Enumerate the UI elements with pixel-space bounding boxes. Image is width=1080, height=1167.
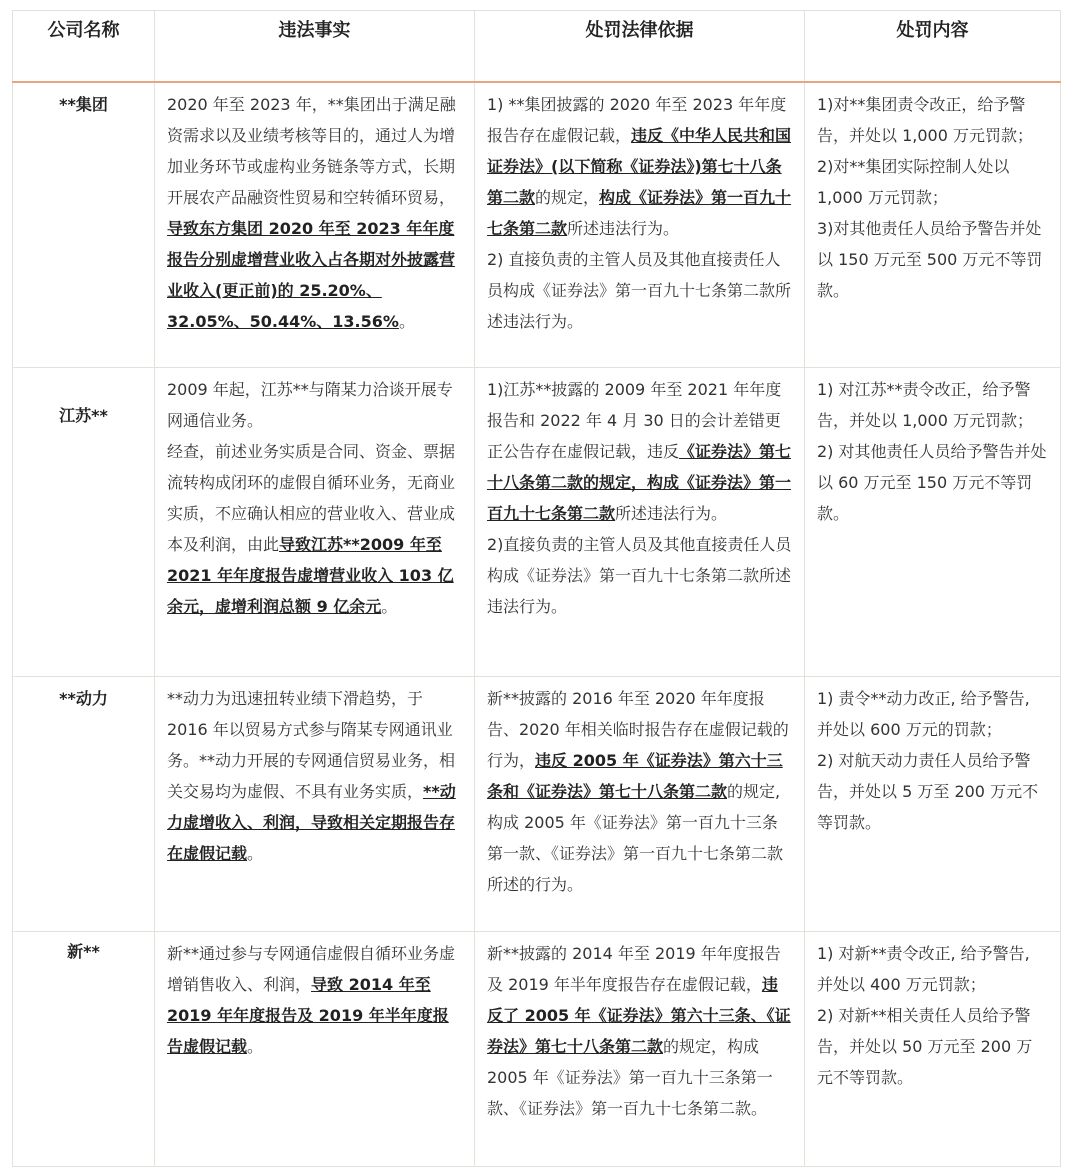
cell-text: 2009 年起，江苏**与隋某力洽谈开展专网通信业务。 bbox=[167, 380, 453, 430]
penalty-cell bbox=[805, 677, 1061, 932]
penalty-item: 3)对其他责任人员给予警告并处以 150 万元至 500 万元不等罚款。 bbox=[817, 219, 1043, 300]
cell-text: 的规定， bbox=[535, 188, 600, 207]
penalty-item: 2) 对其他责任人员给予警告并处以 60 万元至 150 万元不等罚款。 bbox=[817, 442, 1047, 523]
emphasis-text: 违反了 2005 年《证券法》第六十三条、《证券法》第七十八条第二款 bbox=[487, 975, 791, 1056]
cell-paragraph bbox=[487, 89, 792, 244]
company-name: 江苏** bbox=[13, 368, 155, 677]
cell-text: 1)江苏**披露的 2009 年至 2021 年年度报告和 2022 年 4 月 30 日的会计差错更正公告存在虚假记载，违反 bbox=[487, 380, 782, 461]
header-basis: 处罚法律依据 bbox=[475, 11, 805, 83]
cell-text: 新**披露的 2014 年至 2019 年年度报告及 2019 年半年度报告存在虚假记载， bbox=[487, 944, 781, 994]
cell-text: 经查，前述业务实质是合同、资金、票据流转构成闭环的虚假自循环业务，无商业实质，不应确认相应的营业收入、营业成本及利润，由此 bbox=[167, 442, 456, 554]
cell-paragraph bbox=[487, 938, 792, 1124]
emphasis-text: 导致江苏**2009 年至 2021 年年度报告虚增营业收入 103 亿余元，虚增利润总额 9 亿余元 bbox=[167, 535, 454, 616]
header-company: 公司名称 bbox=[13, 11, 155, 83]
cell-text: 。 bbox=[247, 844, 264, 863]
cell-text: **动力为迅速扭转业绩下滑趋势，于 2016 年以贸易方式参与隋某专网通讯业务。**动力开展的专网通信贸易业务，相关交易均为虚假、不具有业务实质， bbox=[167, 689, 456, 801]
cell-paragraph bbox=[167, 436, 462, 622]
cell-text: 所述违法行为。 bbox=[615, 504, 728, 523]
penalty-table bbox=[12, 10, 1061, 1167]
cell-paragraph bbox=[487, 683, 792, 900]
cell-text: 的规定，构成 2005 年《证券法》第一百九十三条第一款、《证券法》第一百九十七条第二款。 bbox=[487, 1037, 773, 1118]
company-name: **动力 bbox=[13, 677, 155, 932]
emphasis-text: 违反《中华人民共和国证券法》(以下简称《证券法》)第七十八条第二款 bbox=[487, 126, 792, 207]
table-header-row bbox=[13, 11, 1061, 83]
table-row bbox=[13, 82, 1061, 368]
company-name: **集团 bbox=[13, 82, 155, 368]
cell-text: 。 bbox=[381, 597, 398, 616]
facts-cell bbox=[155, 368, 475, 677]
basis-cell bbox=[475, 677, 805, 932]
cell-text: 2) 直接负责的主管人员及其他直接责任人员构成《证券法》第一百九十七条第二款所述违法行为。 bbox=[487, 250, 792, 331]
penalty-item: 2) 对新**相关责任人员给予警告，并处以 50 万元至 200 万元不等罚款。 bbox=[817, 1006, 1033, 1087]
penalty-item: 2)对**集团实际控制人处以 1,000 万元罚款； bbox=[817, 157, 1010, 207]
cell-text: 2)直接负责的主管人员及其他直接责任人员构成《证券法》第一百九十七条第二款所述违法行为。 bbox=[487, 535, 792, 616]
penalty-table-container bbox=[12, 10, 1060, 1130]
cell-text: 。 bbox=[398, 312, 415, 331]
table-row bbox=[13, 368, 1061, 677]
cell-paragraph bbox=[167, 374, 462, 436]
penalty-item: 2) 对航天动力责任人员给予警告，并处以 5 万至 200 万元不等罚款。 bbox=[817, 751, 1039, 832]
cell-text: 的规定,构成 2005 年《证券法》第一百九十三条第一款、《证券法》第一百九十七条第二款所述的行为。 bbox=[487, 782, 784, 894]
facts-cell bbox=[155, 82, 475, 368]
cell-text: 2020 年至 2023 年，**集团出于满足融资需求以及业绩考核等目的，通过人为增加业务环节或虚构业务链条等方式，长期开展农产品融资性贸易和空转循环贸易， bbox=[167, 95, 456, 207]
emphasis-text: 导致 2014 年至 2019 年年度报告及 2019 年半年度报告虚假记载 bbox=[167, 975, 449, 1056]
penalty-cell bbox=[805, 368, 1061, 677]
emphasis-text: **动力虚增收入、利润，导致相关定期报告存在虚假记载 bbox=[167, 782, 456, 863]
company-name: 新** bbox=[13, 932, 155, 1167]
cell-paragraph bbox=[487, 244, 792, 337]
basis-cell bbox=[475, 932, 805, 1167]
header-penalty: 处罚内容 bbox=[805, 11, 1061, 83]
penalty-cell bbox=[805, 932, 1061, 1167]
penalty-cell bbox=[805, 82, 1061, 368]
emphasis-text: 《证券法》第七十八条第二款的规定，构成《证券法》第一百九十七条第二款 bbox=[487, 442, 792, 523]
cell-paragraph bbox=[487, 529, 792, 622]
cell-text: 新**披露的 2016 年至 2020 年年度报告、2020 年相关临时报告存在虚假记载的行为， bbox=[487, 689, 789, 770]
penalty-item: 1) 责令**动力改正, 给予警告, 并处以 600 万元的罚款； bbox=[817, 689, 1030, 739]
cell-text: 新**通过参与专网通信虚假自循环业务虚增销售收入、利润， bbox=[167, 944, 456, 994]
cell-paragraph bbox=[487, 374, 792, 529]
penalty-item: 1) 对新**责令改正, 给予警告, 并处以 400 万元罚款； bbox=[817, 944, 1030, 994]
cell-text: 。 bbox=[247, 1037, 264, 1056]
basis-cell bbox=[475, 82, 805, 368]
emphasis-text: 违反 2005 年《证券法》第六十三条和《证券法》第七十八条第二款 bbox=[487, 751, 783, 801]
table-row bbox=[13, 677, 1061, 932]
penalty-item: 1) 对江苏**责令改正，给予警告，并处以 1,000 万元罚款； bbox=[817, 380, 1033, 430]
header-facts: 违法事实 bbox=[155, 11, 475, 83]
emphasis-text: 构成《证券法》第一百九十七条第二款 bbox=[487, 188, 792, 238]
table-row bbox=[13, 932, 1061, 1167]
emphasis-text: 导致东方集团 2020 年至 2023 年年度报告分别虚增营业收入占各期对外披露营业收入(更正前)的 25.20%、32.05%、50.44%、13.56% bbox=[167, 219, 456, 331]
basis-cell bbox=[475, 368, 805, 677]
facts-cell bbox=[155, 932, 475, 1167]
cell-text: 1) **集团披露的 2020 年至 2023 年年度报告存在虚假记载， bbox=[487, 95, 787, 145]
cell-text: 所述违法行为。 bbox=[567, 219, 680, 238]
facts-cell bbox=[155, 677, 475, 932]
penalty-item: 1)对**集团责令改正，给予警告，并处以 1,000 万元罚款； bbox=[817, 95, 1033, 145]
